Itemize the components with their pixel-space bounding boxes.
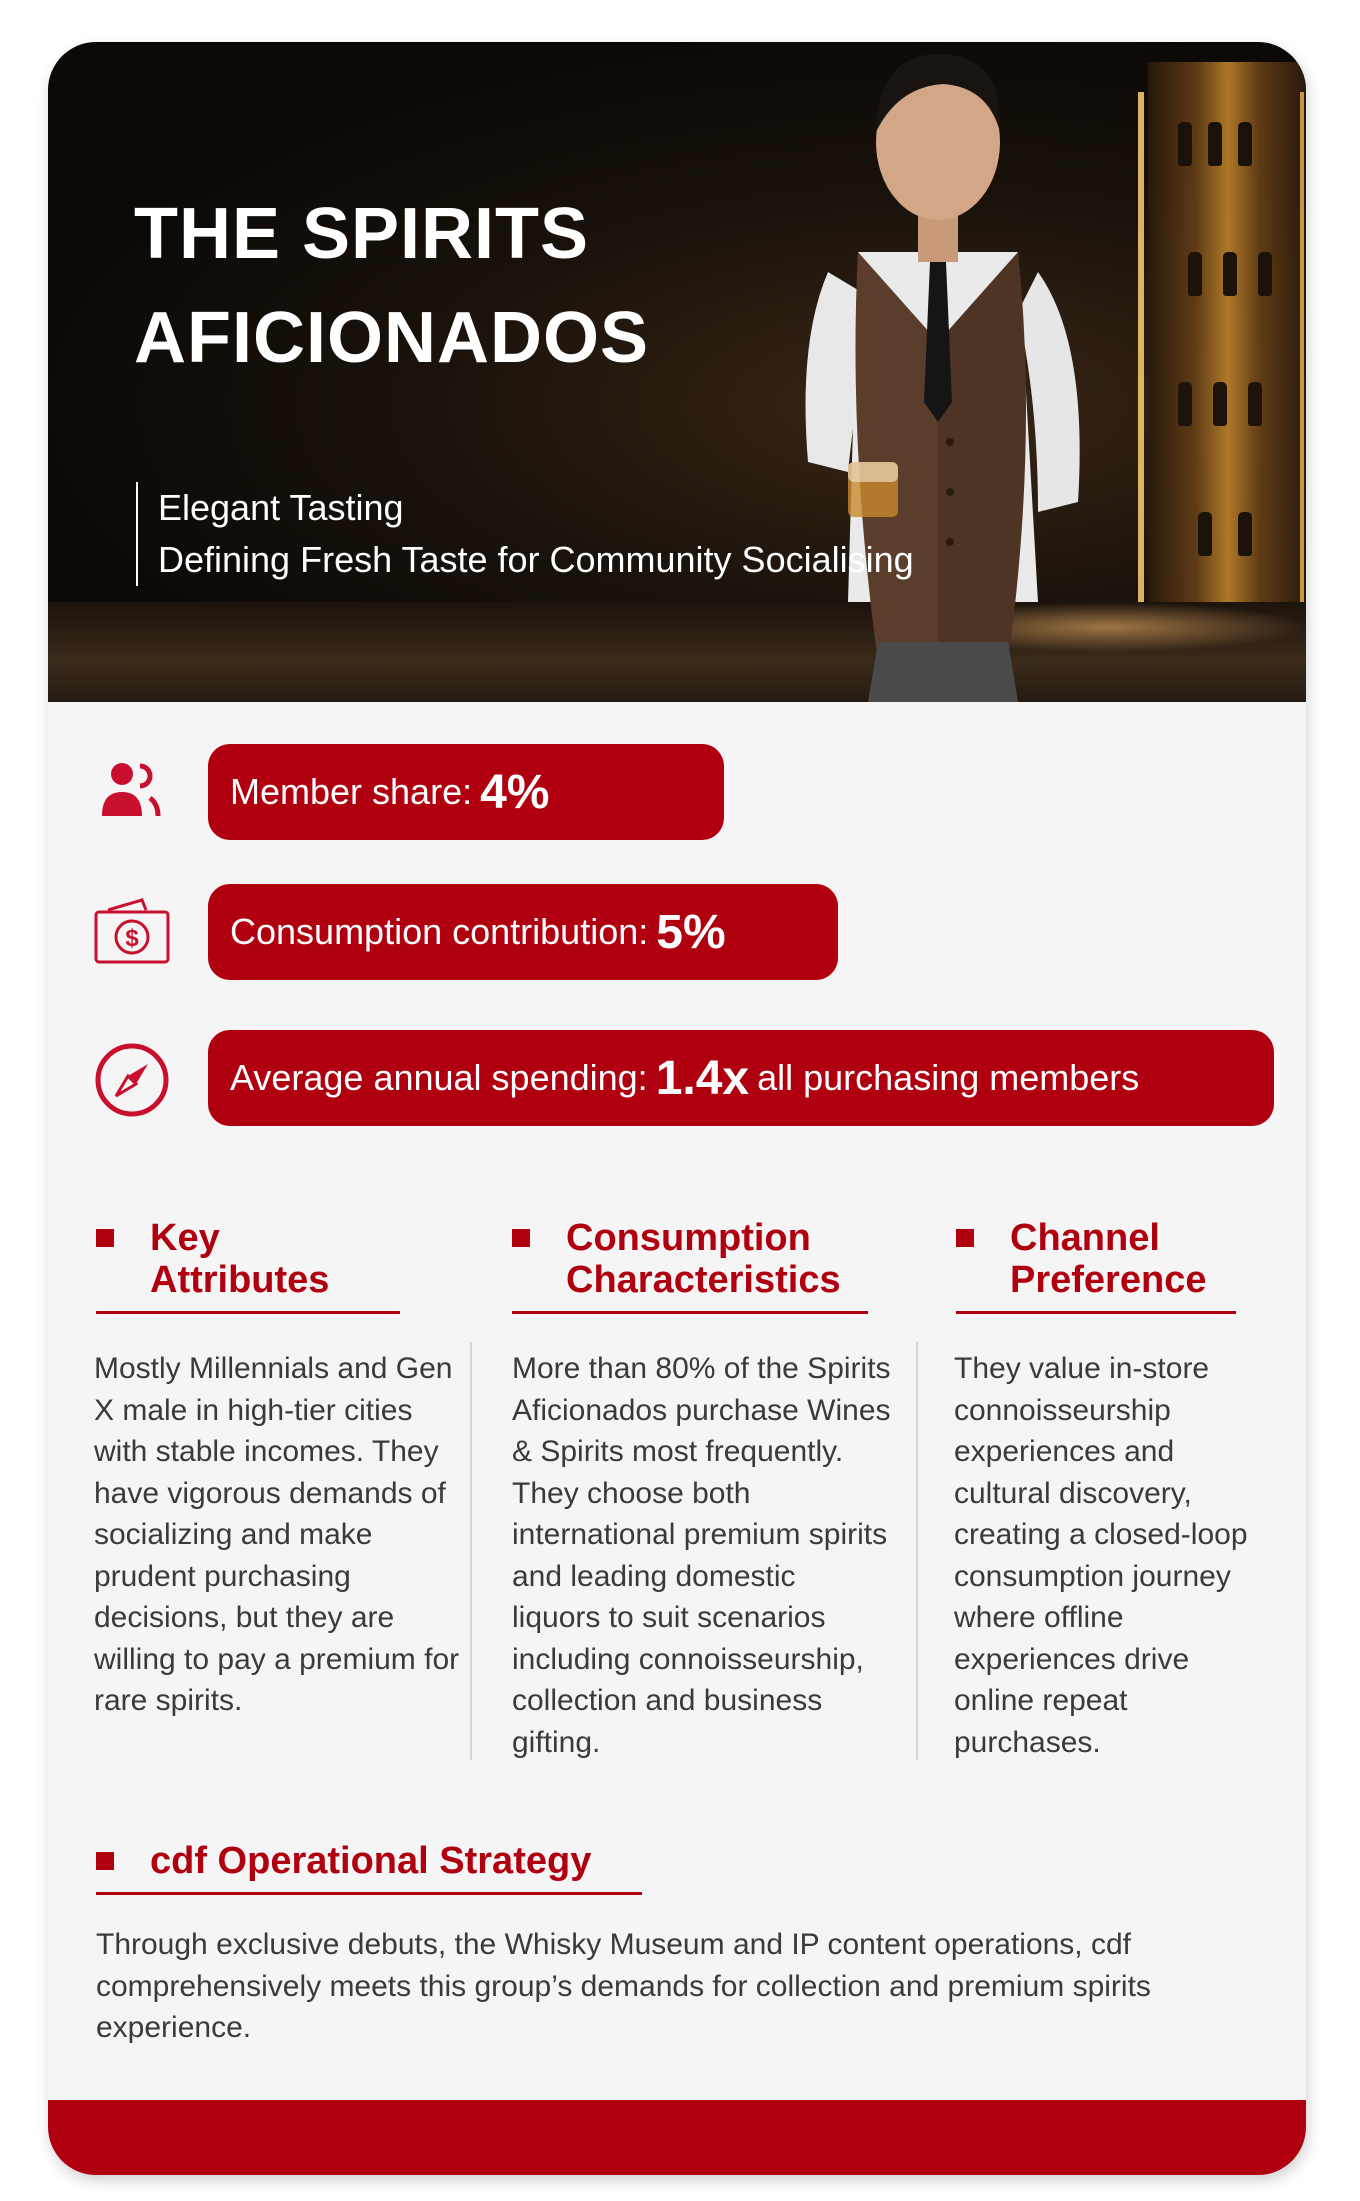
consumption-contribution-pill — [208, 884, 838, 980]
average-spending-pill — [208, 1030, 1274, 1126]
channel-preference-heading: Channel Preference — [956, 1217, 1236, 1314]
stat-value: 1.4x — [655, 1051, 750, 1105]
stat-average-spending — [48, 1030, 1306, 1126]
hero-subtitle — [136, 482, 914, 586]
bullet-square — [512, 1229, 530, 1247]
key-attributes-text: Mostly Millennials and Gen X male in high-tier cities with stable incomes. They have vigorous demands of socializing and make prudent purchasing decisions, but they are willing to pay a premium for rare spirits. — [94, 1352, 460, 1717]
stat-member-share — [48, 744, 1306, 840]
compass-icon — [92, 1040, 172, 1120]
bullet-square — [96, 1229, 114, 1247]
consumption-characteristics-heading: Consumption Characteristics — [512, 1217, 868, 1314]
shelf-light — [1138, 92, 1144, 612]
shelf-light-right — [1300, 92, 1304, 612]
consumption-characteristics-text: More than 80% of the Spirits Aficionados purchase Wines & Spirits most frequently. They choose both international premium spirits and leading domestic liquors to suit scenarios including connoisseurship, collection and business gifting. — [512, 1352, 891, 1759]
stat-consumption-contribution — [48, 884, 1306, 980]
channel-preference-text: They value in-store connoisseurship experiences and cultural discovery, creating a closed-loop consumption journey where offline experiences drive online repeat purchases. — [954, 1352, 1248, 1759]
column-divider — [916, 1342, 918, 1760]
column-divider — [470, 1342, 472, 1760]
persona-card — [48, 42, 1306, 2175]
strategy-heading: cdf Operational Strategy — [96, 1840, 642, 1895]
bottle-shelf — [1148, 62, 1306, 662]
bullet-square — [96, 1852, 114, 1870]
stat-label: Average annual spending: — [230, 1057, 648, 1098]
page-title: THE SPIRITS AFICIONADOS — [134, 194, 649, 378]
subtitle-line-1: Elegant Tasting — [158, 487, 404, 528]
stat-value: 5% — [656, 905, 726, 959]
hero-banner — [48, 42, 1306, 702]
strategy-text: Through exclusive debuts, the Whisky Museum and IP content operations, cdf comprehensively meets this group’s demands for collection and premium spirits experience. — [96, 1928, 1151, 2044]
stat-value: 4% — [480, 765, 550, 819]
money-icon — [92, 894, 172, 974]
key-attributes-heading: Key Attributes — [96, 1217, 400, 1314]
stat-label: Member share: — [230, 771, 473, 812]
bullet-square — [956, 1229, 974, 1247]
stat-suffix: all purchasing members — [757, 1057, 1140, 1098]
members-icon — [92, 754, 172, 834]
footer-bar — [48, 2100, 1306, 2175]
subtitle-line-2: Defining Fresh Taste for Community Socialising — [158, 539, 914, 580]
stat-label: Consumption contribution: — [230, 911, 649, 952]
svg-text:$: $ — [125, 925, 139, 952]
member-share-pill — [208, 744, 724, 840]
